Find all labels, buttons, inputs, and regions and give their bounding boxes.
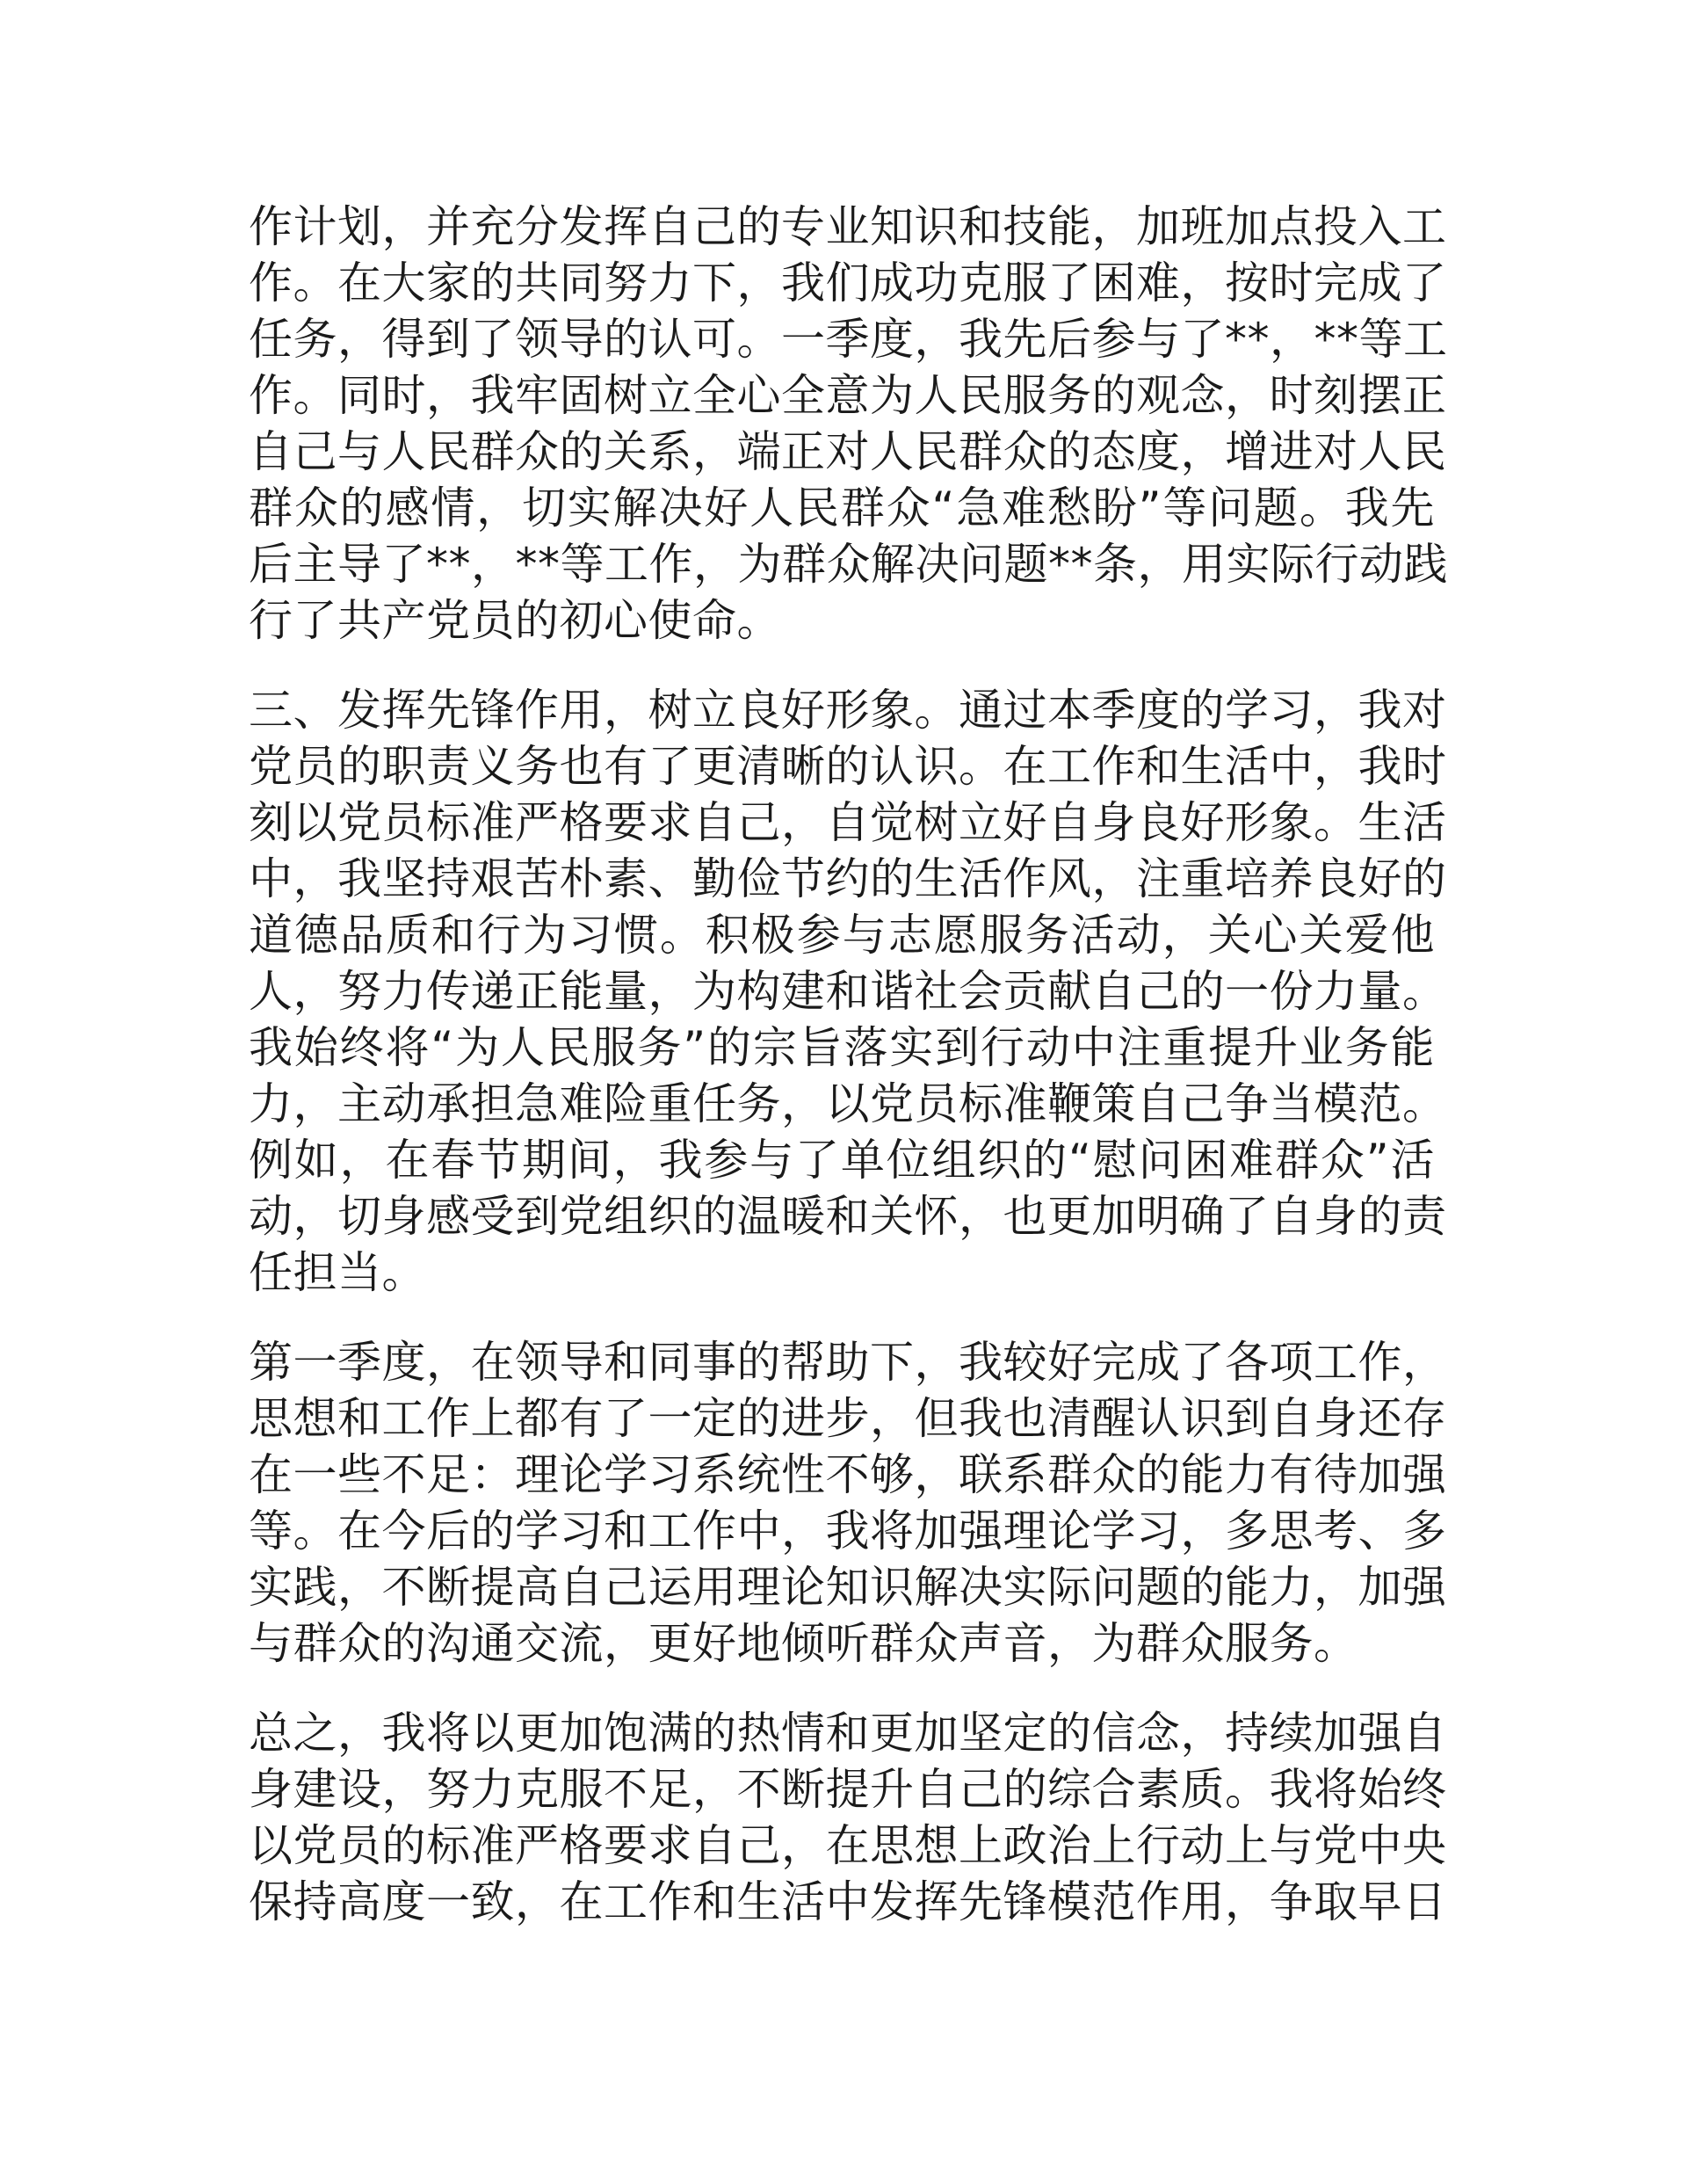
- text-line: 作计划，并充分发挥自己的专业知识和技能，加班加点投入工: [249, 201, 1447, 252]
- text-line: 后主导了**，**等工作，为群众解决问题**条，用实际行动践: [249, 539, 1448, 590]
- text-line: 作。在大家的共同努力下，我们成功克服了困难，按时完成了: [249, 258, 1447, 308]
- document-body: [249, 199, 1448, 1963]
- paragraph-4: [249, 1705, 1447, 1930]
- text-line: 自己与人民群众的关系，端正对人民群众的态度，增进对人民: [249, 426, 1447, 477]
- text-line: 人，努力传递正能量，为构建和谐社会贡献自己的一份力量。: [249, 966, 1447, 1017]
- text-line: 作。同时，我牢固树立全心全意为人民服务的观念，时刻摆正: [249, 370, 1447, 421]
- text-line: 保持高度一致，在工作和生活中发挥先锋模范作用，争取早日: [249, 1876, 1447, 1927]
- text-line: 党员的职责义务也有了更清晰的认识。在工作和生活中，我时: [249, 741, 1447, 792]
- text-line: 身建设，努力克服不足，不断提升自己的综合素质。我将始终: [249, 1764, 1447, 1815]
- text-line: 道德品质和行为习惯。积极参与志愿服务活动，关心关爱他: [249, 910, 1435, 961]
- text-line: 刻以党员标准严格要求自己，自觉树立好自身良好形象。生活: [249, 797, 1447, 848]
- text-line: 总之，我将以更加饱满的热情和更加坚定的信念，持续加强自: [249, 1708, 1447, 1759]
- text-line: 三、发挥先锋作用，树立良好形象。通过本季度的学习，我对: [249, 685, 1447, 736]
- text-line: 任担当。: [249, 1247, 426, 1298]
- text-line: 我始终将“为人民服务”的宗旨落实到行动中注重提升业务能: [249, 1022, 1435, 1073]
- paragraph-2: [249, 682, 1447, 1301]
- text-line: 思想和工作上都有了一定的进步，但我也清醒认识到自身还存: [249, 1393, 1447, 1444]
- text-line: 在一些不足：理论学习系统性不够，联系群众的能力有待加强: [249, 1449, 1447, 1500]
- paragraph-1: [249, 199, 1448, 649]
- text-line: 行了共产党员的初心使命。: [249, 595, 781, 646]
- text-line: 与群众的沟通交流，更好地倾听群众声音，为群众服务。: [249, 1618, 1358, 1669]
- text-line: 等。在今后的学习和工作中，我将加强理论学习，多思考、多: [249, 1506, 1447, 1556]
- text-line: 动，切身感受到党组织的温暖和关怀，也更加明确了自身的责: [249, 1191, 1447, 1242]
- text-line: 第一季度，在领导和同事的帮助下，我较好完成了各项工作，: [249, 1337, 1447, 1388]
- text-line: 任务，得到了领导的认可。一季度，我先后参与了**，**等工: [249, 314, 1448, 365]
- text-line: 例如，在春节期间，我参与了单位组织的“慰问困难群众”活: [249, 1135, 1435, 1186]
- paragraph-3: [249, 1334, 1447, 1672]
- text-line: 实践，不断提高自己运用理论知识解决实际问题的能力，加强: [249, 1562, 1447, 1613]
- text-line: 群众的感情，切实解决好人民群众“急难愁盼”等问题。我先: [249, 483, 1435, 533]
- text-line: 力，主动承担急难险重任务，以党员标准鞭策自己争当模范。: [249, 1078, 1447, 1129]
- text-line: 以党员的标准严格要求自己，在思想上政治上行动上与党中央: [249, 1820, 1447, 1871]
- text-line: 中，我坚持艰苦朴素、勤俭节约的生活作风，注重培养良好的: [249, 853, 1447, 904]
